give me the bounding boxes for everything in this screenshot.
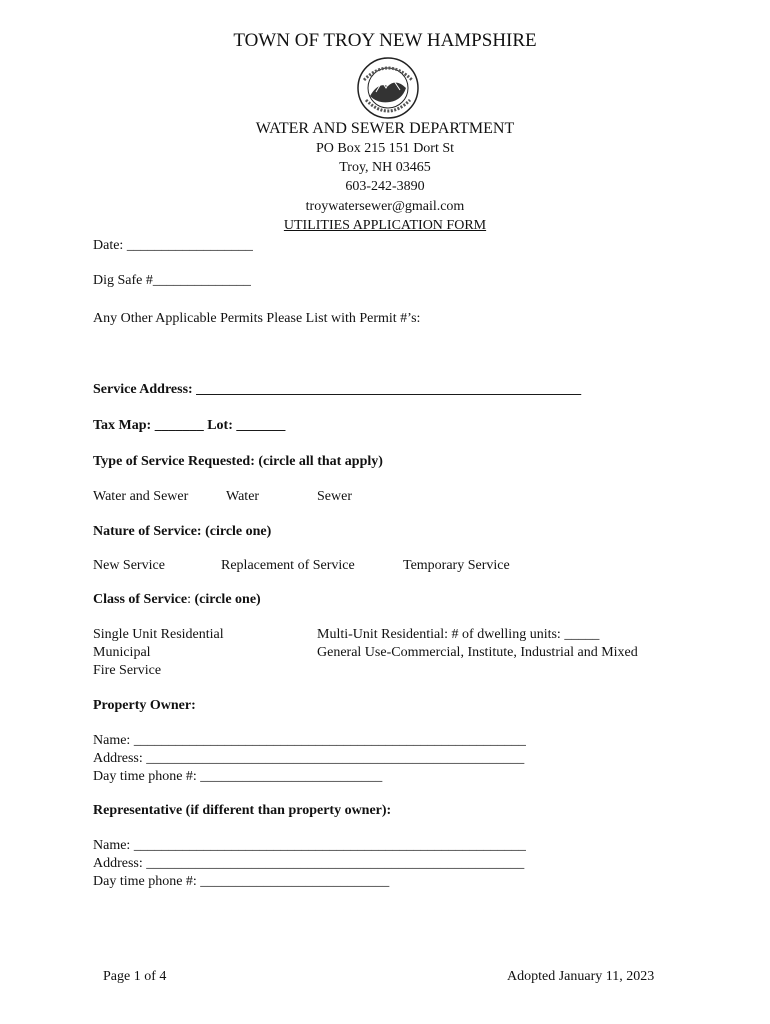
- owner-phone-field[interactable]: Day time phone #: __________________________: [93, 769, 383, 784]
- adopted-date: Adopted January 11, 2023: [507, 969, 655, 984]
- rep-name-field[interactable]: Name: ________________________________________________________: [93, 838, 526, 853]
- other-permits-label: Any Other Applicable Permits Please List with Permit #’s:: [93, 311, 421, 326]
- option-water-and-sewer[interactable]: Water and Sewer: [93, 489, 189, 504]
- tax-map-lot-field[interactable]: Tax Map: _______ Lot: _______: [93, 418, 286, 433]
- property-owner-heading: Property Owner:: [93, 698, 196, 713]
- option-general-use-commercial[interactable]: General Use-Commercial, Institute, Industrial and Mixed: [317, 645, 638, 660]
- rep-phone-field[interactable]: Day time phone #: ___________________________: [93, 874, 390, 889]
- department-title: WATER AND SEWER DEPARTMENT: [255, 120, 515, 137]
- email-address: troywatersewer@gmail.com: [305, 199, 465, 214]
- option-sewer[interactable]: Sewer: [317, 489, 352, 504]
- date-field[interactable]: Date: __________________: [93, 238, 253, 253]
- city-state-zip: Troy, NH 03465: [339, 160, 431, 175]
- po-box-address: PO Box 215 151 Dort St: [315, 141, 455, 156]
- option-fire-service[interactable]: Fire Service: [93, 663, 162, 678]
- owner-address-field[interactable]: Address: ______________________________________________________: [93, 751, 525, 766]
- option-new-service[interactable]: New Service: [93, 558, 165, 573]
- phone-number: 603-242-3890: [345, 179, 425, 194]
- option-replacement-of-service[interactable]: Replacement of Service: [221, 558, 355, 573]
- option-temporary-service[interactable]: Temporary Service: [403, 558, 510, 573]
- form-title: UTILITIES APPLICATION FORM: [283, 218, 487, 233]
- option-single-unit-residential[interactable]: Single Unit Residential: [93, 627, 224, 642]
- type-of-service-heading: Type of Service Requested: (circle all that apply): [93, 454, 383, 469]
- page-number: Page 1 of 4: [103, 969, 167, 984]
- dig-safe-field[interactable]: Dig Safe #______________: [93, 273, 251, 288]
- nature-of-service-heading: Nature of Service: (circle one): [93, 524, 272, 539]
- rep-address-field[interactable]: Address: ______________________________________________________: [93, 856, 525, 871]
- service-address-field[interactable]: Service Address: _______________________________________________________: [93, 382, 582, 397]
- town-title: TOWN OF TROY NEW HAMPSHIRE: [233, 30, 537, 51]
- representative-heading: Representative (if different than property owner):: [93, 803, 392, 818]
- owner-name-field[interactable]: Name: ________________________________________________________: [93, 733, 526, 748]
- town-seal-logo: [356, 56, 420, 120]
- option-water[interactable]: Water: [226, 489, 260, 504]
- class-of-service-heading: Class of Service: (circle one): [93, 592, 261, 607]
- option-multi-unit-residential[interactable]: Multi-Unit Residential: # of dwelling units: _____: [317, 627, 600, 642]
- option-municipal[interactable]: Municipal: [93, 645, 151, 660]
